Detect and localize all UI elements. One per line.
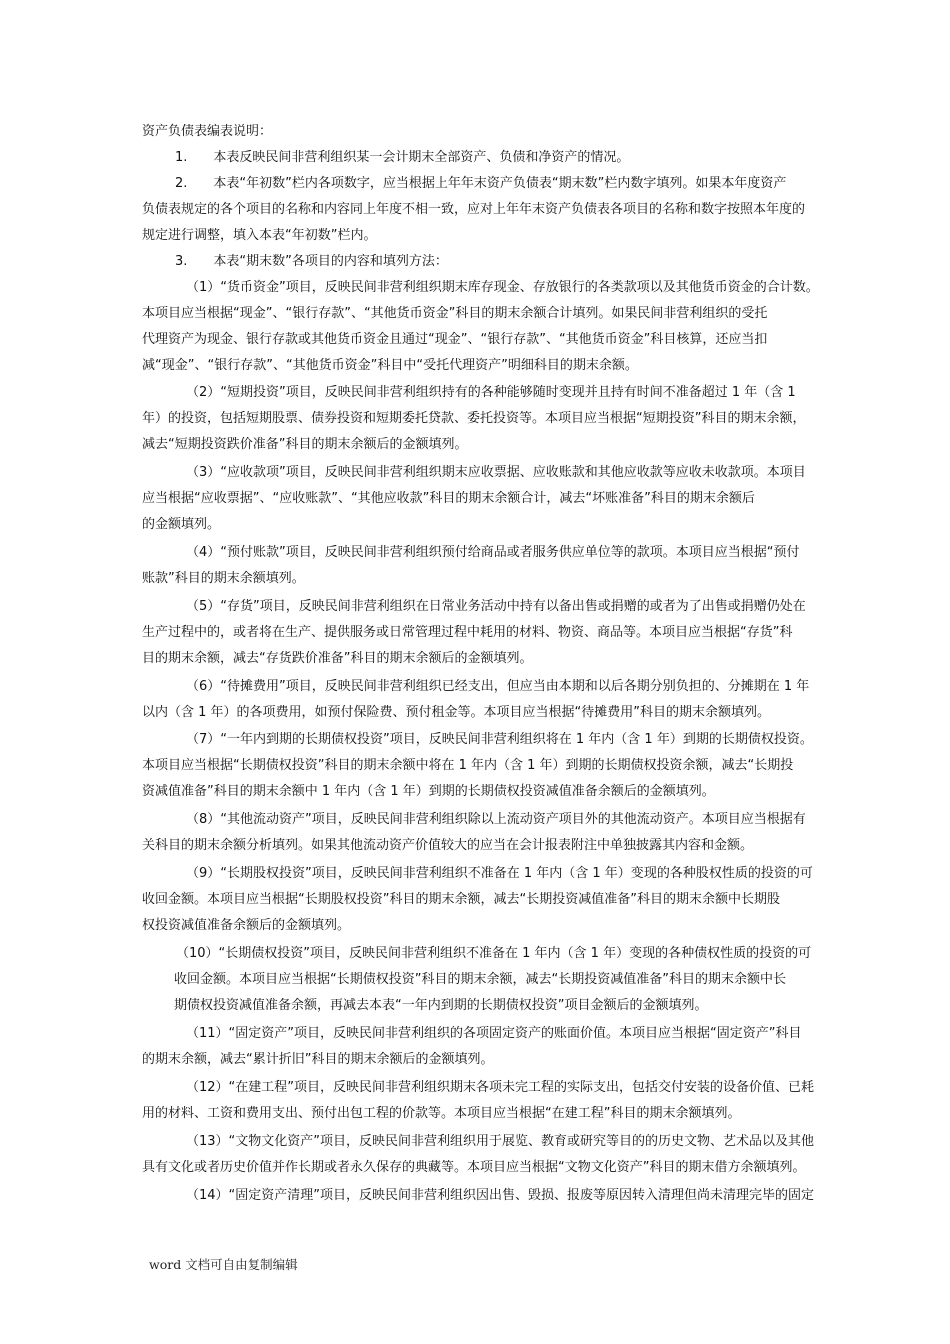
paragraph-line: （1）“货币资金”项目，反映民间非营利组织期末库存现金、存放银行的各类款项以及其他货币资金的合计数。 <box>186 280 819 295</box>
paragraph-line: 本项目应当根据“长期债权投资”科目的期末余额中将在 1 年内（含 1 年）到期的长期债权投资余额，减去“长期投 <box>142 758 794 773</box>
paragraph-line: 期债权投资减值准备余额，再减去本表“一年内到期的长期债权投资”项目金额后的金额填列。 <box>174 998 708 1013</box>
paragraph-line: （8）“其他流动资产”项目，反映民间非营利组织除以上流动资产项目外的其他流动资产。本项目应当根据有 <box>186 812 806 827</box>
paragraph-line: 关科目的期末余额分析填列。如果其他流动资产价值较大的应当在会计报表附注中单独披露其内容和金额。 <box>142 838 754 853</box>
paragraph-line: 以内（含 1 年）的各项费用，如预付保险费、预付租金等。本项目应当根据“待摊费用”科目的期末余额填列。 <box>142 705 771 720</box>
paragraph-line: （10）“长期债权投资”项目，反映民间非营利组织不准备在 1 年内（含 1 年）变现的各种债权性质的投资的可 <box>176 946 812 961</box>
paragraph-line: （11）“固定资产”项目，反映民间非营利组织的各项固定资产的账面价值。本项目应当根据“固定资产”科目 <box>186 1026 802 1041</box>
page-footer: word 文档可自由复制编辑 <box>149 1257 298 1272</box>
paragraph-line: 目的期末余额，减去“存货跌价准备”科目的期末余额后的金额填列。 <box>142 651 533 666</box>
paragraph-line: 本项目应当根据“现金”、“银行存款”、“其他货币资金”科目的期末余额合计填列。如果民间非营利组织的受托 <box>142 306 768 321</box>
paragraph-line: 的金额填列。 <box>142 517 221 532</box>
paragraph-line: 应当根据“应收票据”、“应收账款”、“其他应收款”科目的期末余额合计，减去“坏账准备”科目的期末余额后 <box>142 491 755 506</box>
paragraph-line: 具有文化或者历史价值并作长期或者永久保存的典藏等。本项目应当根据“文物文化资产”科目的期末借方余额填列。 <box>142 1160 806 1175</box>
paragraph-line: 2. 本表“年初数”栏内各项数字，应当根据上年年末资产负债表“期末数”栏内数字填列。如果本年度资产 <box>175 176 787 191</box>
paragraph-line: 减去“短期投资跌价准备”科目的期末余额后的金额填列。 <box>142 437 468 452</box>
paragraph-line: 1. 本表反映民间非营利组织某一会计期末全部资产、负债和净资产的情况。 <box>175 150 630 165</box>
paragraph-line: 收回金额。本项目应当根据“长期股权投资”科目的期末余额，减去“长期投资减值准备”科目的期末余额中长期股 <box>142 892 780 907</box>
paragraph-line: 负债表规定的各个项目的名称和内容同上年度不相一致，应对上年年末资产负债表各项目的名称和数字按照本年度的 <box>142 202 806 217</box>
paragraph-line: 3. 本表“期末数”各项目的内容和填列方法： <box>175 254 448 269</box>
paragraph-line: （5）“存货”项目，反映民间非营利组织在日常业务活动中持有以备出售或捐赠的或者为了出售或捐赠仍处在 <box>186 599 806 614</box>
paragraph-line: （2）“短期投资”项目，反映民间非营利组织持有的各种能够随时变现并且持有时间不准备超过 1 年（含 1 <box>186 385 796 400</box>
paragraph-line: 资减值准备”科目的期末余额中 1 年内（含 1 年）到期的长期债权投资减值准备余额后的金额填列。 <box>142 784 715 799</box>
paragraph-line: 规定进行调整，填入本表“年初数”栏内。 <box>142 228 377 243</box>
paragraph-line: 代理资产为现金、银行存款或其他货币资金且通过“现金”、“银行存款”、“其他货币资金”科目核算，还应当扣 <box>142 332 768 347</box>
paragraph-line: （14）“固定资产清理”项目，反映民间非营利组织因出售、毁损、报废等原因转入清理但尚未清理完毕的固定 <box>186 1188 815 1203</box>
paragraph-line: （7）“一年内到期的长期债权投资”项目，反映民间非营利组织将在 1 年内（含 1 年）到期的长期债权投资。 <box>186 732 813 747</box>
paragraph-line: （3）“应收款项”项目，反映民间非营利组织期末应收票据、应收账款和其他应收款等应收未收款项。本项目 <box>186 465 806 480</box>
document-heading: 资产负债表编表说明： <box>142 124 273 139</box>
paragraph-line: 年）的投资，包括短期股票、债券投资和短期委托贷款、委托投资等。本项目应当根据“短期投资”科目的期末余额， <box>142 411 806 426</box>
paragraph-line: 用的材料、工资和费用支出、预付出包工程的价款等。本项目应当根据“在建工程”科目的期末余额填列。 <box>142 1106 741 1121</box>
paragraph-line: （13）“文物文化资产”项目，反映民间非营利组织用于展览、教育或研究等目的的历史文物、艺术品以及其他 <box>186 1134 815 1149</box>
paragraph-line: （9）“长期股权投资”项目，反映民间非营利组织不准备在 1 年内（含 1 年）变现的各种股权性质的投资的可 <box>186 866 813 881</box>
paragraph-line: （12）“在建工程”项目，反映民间非营利组织期末各项未完工程的实际支出，包括交付安装的设备价值、已耗 <box>186 1080 815 1095</box>
paragraph-line: 账款”科目的期末余额填列。 <box>142 571 305 586</box>
paragraph-line: 生产过程中的，或者将在生产、提供服务或日常管理过程中耗用的材料、物资、商品等。本项目应当根据“存货”科 <box>142 625 793 640</box>
paragraph-line: 的期末余额，减去“累计折旧”科目的期末余额后的金额填列。 <box>142 1052 494 1067</box>
paragraph-line: 收回金额。本项目应当根据“长期债权投资”科目的期末余额，减去“长期投资减值准备”科目的期末余额中长 <box>174 972 786 987</box>
paragraph-line: 权投资减值准备余额后的金额填列。 <box>142 918 351 933</box>
paragraph-line: （6）“待摊费用”项目，反映民间非营利组织已经支出，但应当由本期和以后各期分别负担的、分摊期在 1 年 <box>186 679 810 694</box>
paragraph-line: 减“现金”、“银行存款”、“其他货币资金”科目中“受托代理资产”明细科目的期末余额。 <box>142 358 638 373</box>
paragraph-line: （4）“预付账款”项目，反映民间非营利组织预付给商品或者服务供应单位等的款项。本项目应当根据“预付 <box>186 545 800 560</box>
